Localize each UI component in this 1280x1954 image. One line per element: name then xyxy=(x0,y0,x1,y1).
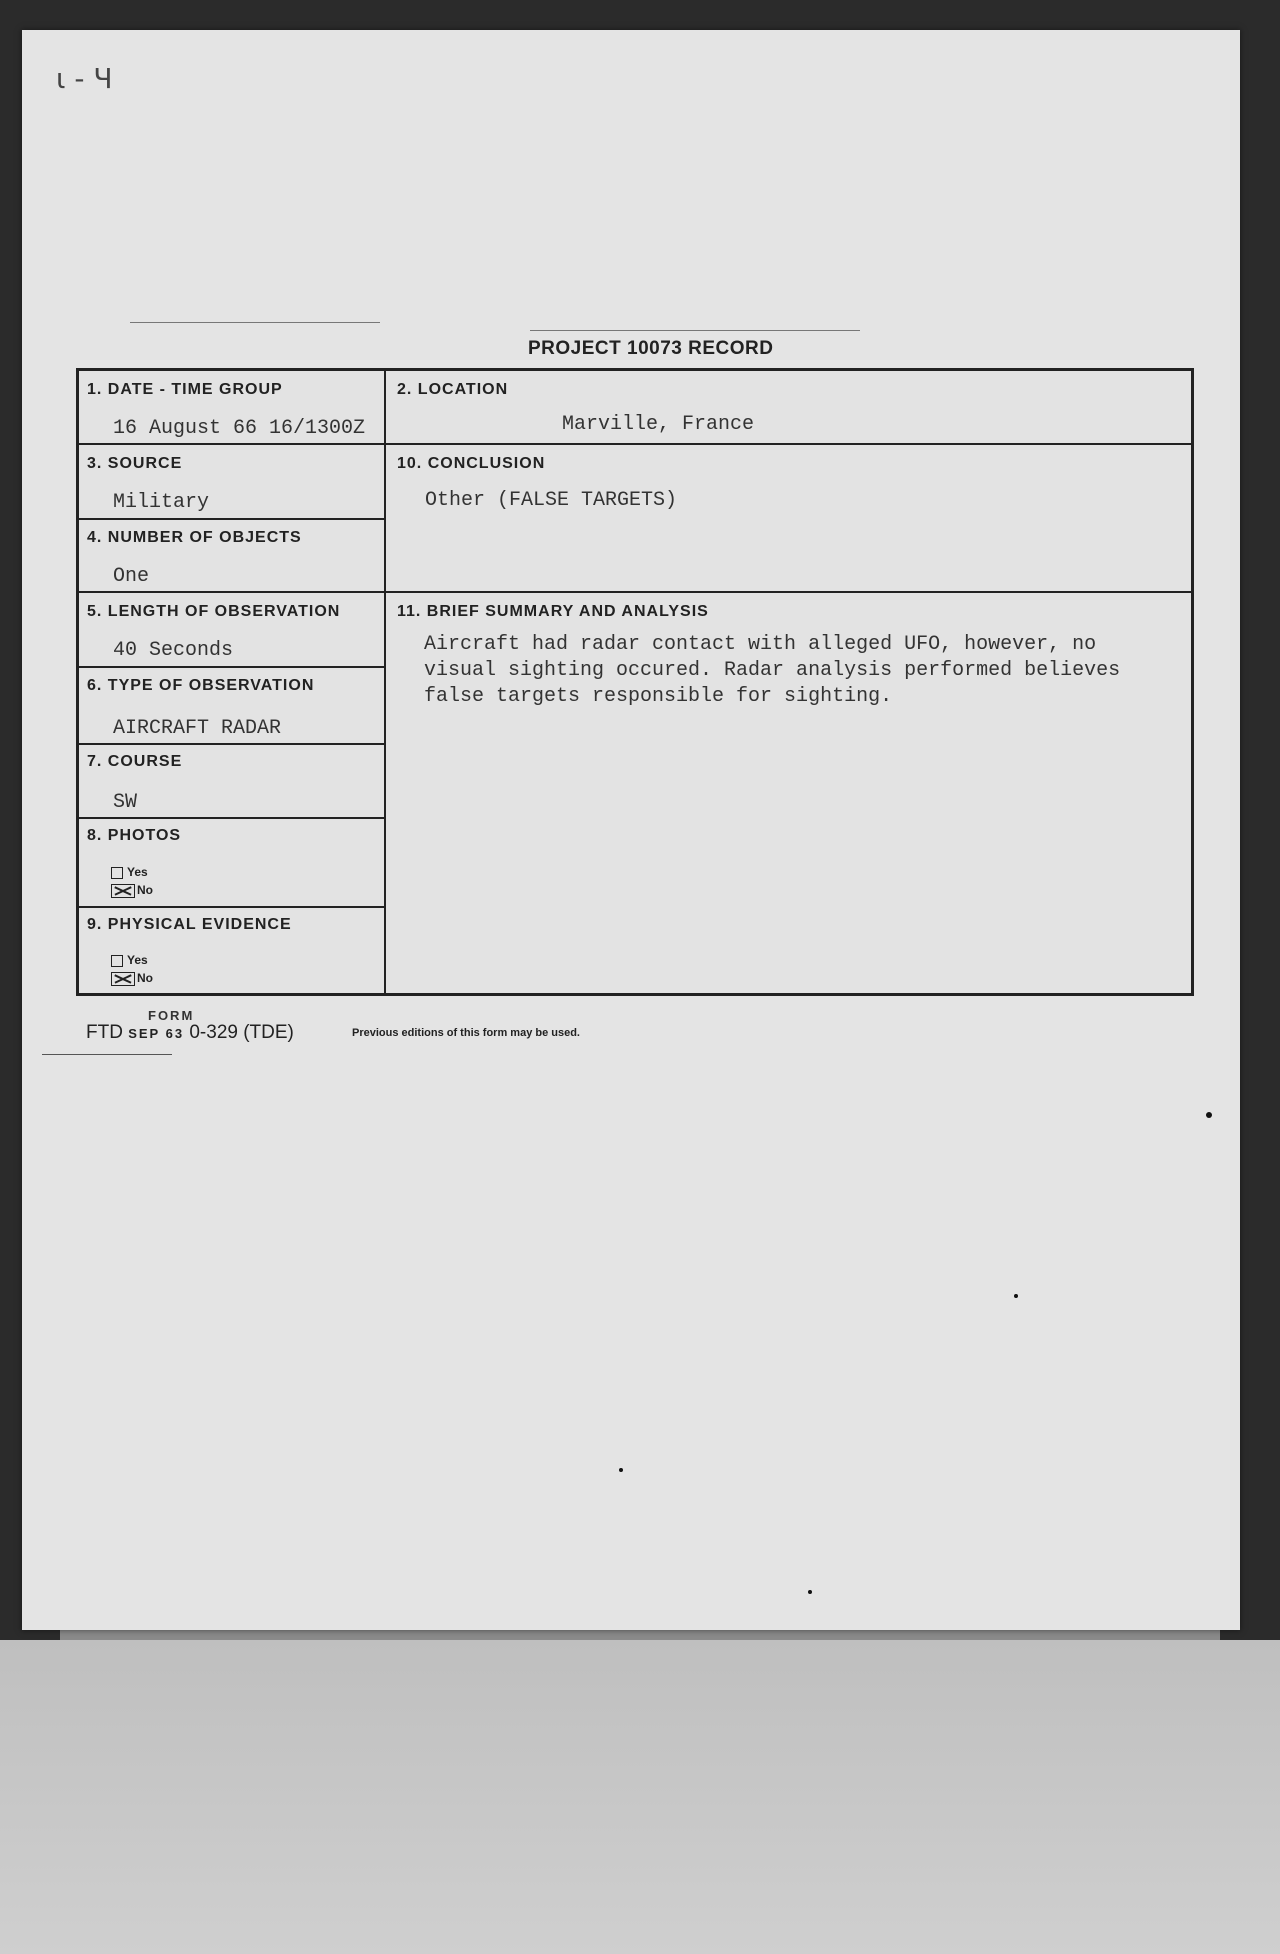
checkbox-empty-icon xyxy=(111,955,123,967)
faint-dashed-line xyxy=(130,322,380,323)
row-divider xyxy=(79,906,384,908)
summary-label: 11. BRIEF SUMMARY AND ANALYSIS xyxy=(397,603,709,620)
row-divider xyxy=(79,817,384,819)
location-label: 2. LOCATION xyxy=(397,381,509,398)
source-label: 3. SOURCE xyxy=(87,455,183,472)
number-of-objects-value: One xyxy=(113,565,150,588)
handwritten-mark: ι - Ч xyxy=(56,62,113,95)
source-value: Military xyxy=(113,491,210,514)
length-of-observation-value: 40 Seconds xyxy=(113,639,234,662)
row-divider xyxy=(79,591,1191,593)
checkbox-checked-icon xyxy=(111,884,135,898)
scan-bottom-area xyxy=(0,1640,1280,1954)
speck xyxy=(1014,1294,1018,1298)
summary-line: visual sighting occured. Radar analysis performed believes xyxy=(424,659,1121,682)
form-label: FORM xyxy=(148,1008,195,1023)
row-divider xyxy=(79,666,384,668)
summary-text xyxy=(424,632,1184,710)
row-divider xyxy=(79,443,1191,445)
form-number: FTD SEP 63 0-329 (TDE) xyxy=(86,1022,294,1043)
column-divider xyxy=(384,371,386,996)
number-of-objects-label: 4. NUMBER OF OBJECTS xyxy=(87,529,302,546)
physical-evidence-no-option: No xyxy=(111,971,153,986)
photos-label: 8. PHOTOS xyxy=(87,827,182,844)
date-time-value: 16 August 66 16/1300Z xyxy=(113,417,366,440)
footer-rule xyxy=(42,1054,172,1055)
speck xyxy=(619,1468,623,1472)
row-divider xyxy=(79,743,384,745)
course-label: 7. COURSE xyxy=(87,753,183,770)
type-of-observation-label: 6. TYPE OF OBSERVATION xyxy=(87,677,315,694)
document-title: PROJECT 10073 RECORD xyxy=(528,338,774,359)
previous-editions-note: Previous editions of this form may be used. xyxy=(352,1027,580,1039)
summary-line: false targets responsible for sighting. xyxy=(424,685,893,708)
physical-evidence-label: 9. PHYSICAL EVIDENCE xyxy=(87,916,292,933)
checkbox-checked-icon xyxy=(111,972,135,986)
speck xyxy=(1206,1112,1212,1118)
row-divider xyxy=(79,518,384,520)
summary-line: Aircraft had radar contact with alleged UFO, however, no xyxy=(424,633,1097,656)
faint-dashed-line xyxy=(530,330,860,331)
length-of-observation-label: 5. LENGTH OF OBSERVATION xyxy=(87,603,341,620)
location-value: Marville, France xyxy=(562,413,755,436)
photos-no-option: No xyxy=(111,883,153,898)
checkbox-empty-icon xyxy=(111,867,123,879)
physical-evidence-yes-option: Yes xyxy=(111,953,148,967)
photos-yes-option: Yes xyxy=(111,865,148,879)
course-value: SW xyxy=(113,791,138,814)
conclusion-label: 10. CONCLUSION xyxy=(397,455,546,472)
conclusion-value: Other (FALSE TARGETS) xyxy=(425,489,678,512)
speck xyxy=(808,1590,812,1594)
date-time-label: 1. DATE - TIME GROUP xyxy=(87,381,283,398)
type-of-observation-value: AIRCRAFT RADAR xyxy=(113,717,282,740)
